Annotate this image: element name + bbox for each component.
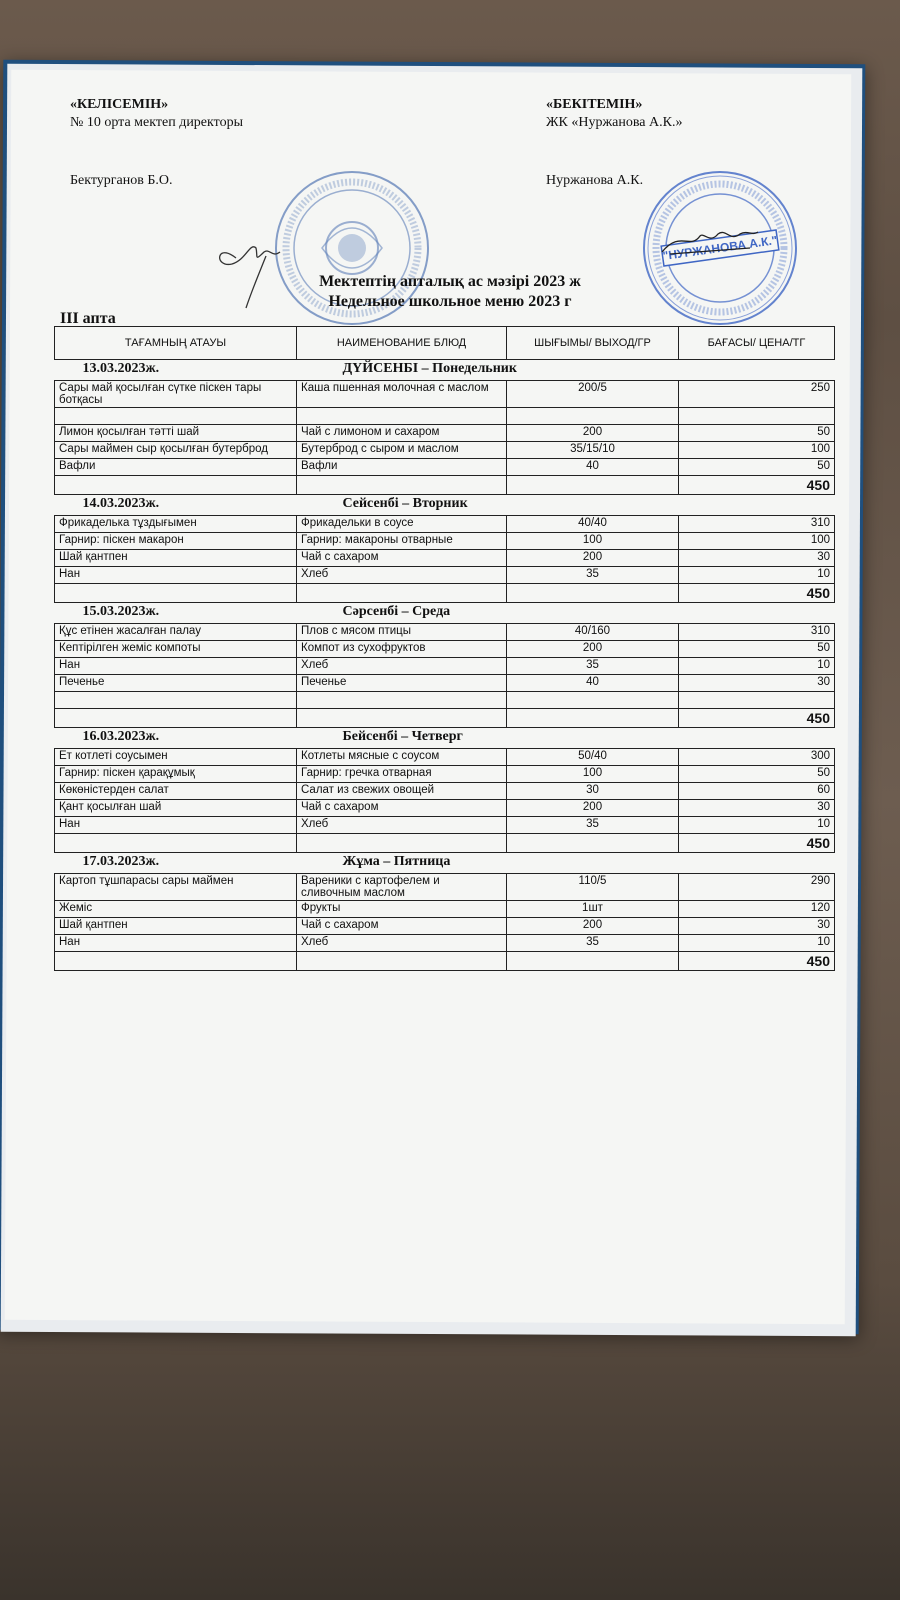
dish-price: 310: [679, 516, 835, 533]
dish-yield: 30: [507, 783, 679, 800]
dish-price: 100: [679, 533, 835, 550]
dish-name-kk: Құс етінен жасалған палау: [55, 624, 297, 641]
menu-item-row: [55, 817, 835, 834]
dish-name-ru: Хлеб: [297, 935, 507, 952]
dish-yield: [507, 692, 679, 709]
dish-name-kk: Шай қантпен: [55, 550, 297, 567]
dish-name-ru: Гарнир: гречка отварная: [297, 766, 507, 783]
dish-name-kk: Гарнир: піскен макарон: [55, 533, 297, 550]
dish-price: 300: [679, 749, 835, 766]
menu-item-row: [55, 624, 835, 641]
day-total-row: [55, 952, 835, 971]
col-header-name-ru: НАИМЕНОВАНИЕ БЛЮД: [297, 327, 507, 360]
approval-left-subtitle: № 10 орта мектеп директоры: [70, 115, 243, 130]
dish-price: 30: [679, 918, 835, 935]
dish-name-ru: Печенье: [297, 675, 507, 692]
dish-name-ru: Вареники с картофелем и сливочным маслом: [297, 874, 507, 901]
dish-name-ru: Фрукты: [297, 901, 507, 918]
dish-name-kk: Картоп тұшпарасы сары маймен: [55, 874, 297, 901]
dish-yield: 100: [507, 533, 679, 550]
dish-yield: 40: [507, 459, 679, 476]
dish-yield: 40/160: [507, 624, 679, 641]
day-total-row: [55, 834, 835, 853]
menu-item-row: [55, 800, 835, 817]
dish-yield: 200: [507, 918, 679, 935]
dish-price: [679, 408, 835, 425]
day-total-row: [55, 709, 835, 728]
dish-name-ru: Салат из свежих овощей: [297, 783, 507, 800]
approval-right-subtitle: ЖК «Нуржанова А.К.»: [546, 115, 683, 130]
dish-yield: 100: [507, 766, 679, 783]
day-total: 450: [679, 834, 835, 853]
menu-item-row: [55, 692, 835, 709]
owner-signature: [660, 222, 760, 262]
day-total-row: [55, 476, 835, 495]
company-seal-text: "НУРЖАНОВА А.К.": [661, 233, 779, 263]
day-header-row: [55, 495, 835, 516]
dish-price: 50: [679, 641, 835, 658]
dish-price: 250: [679, 381, 835, 408]
dish-name-kk: Ет котлеті соусымен: [55, 749, 297, 766]
dish-name-kk: Жеміс: [55, 901, 297, 918]
day-total-row: [55, 584, 835, 603]
dish-price: 30: [679, 550, 835, 567]
dish-yield: 40: [507, 675, 679, 692]
dish-name-kk: Гарнир: піскен қарақұмық: [55, 766, 297, 783]
day-date: 17.03.2023ж.: [82, 854, 160, 869]
approval-right: [546, 96, 682, 190]
dish-yield: 1шт: [507, 901, 679, 918]
dish-name-ru: Хлеб: [297, 658, 507, 675]
menu-item-row: [55, 874, 835, 901]
dish-name-ru: Каша пшенная молочная с маслом: [297, 381, 507, 408]
dish-name-kk: [55, 408, 297, 425]
col-header-yield: ШЫҒЫМЫ/ ВЫХОД/ГР: [507, 327, 679, 360]
dish-yield: 35: [507, 817, 679, 834]
dish-name-ru: Чай с сахаром: [297, 918, 507, 935]
day-date: 15.03.2023ж.: [82, 604, 160, 619]
dish-yield: 200: [507, 425, 679, 442]
week-label: III апта: [60, 310, 116, 327]
dish-price: 30: [679, 800, 835, 817]
dish-name-ru: [297, 692, 507, 709]
day-header-row: [55, 360, 835, 381]
dish-price: 310: [679, 624, 835, 641]
menu-item-row: [55, 918, 835, 935]
dish-yield: 200/5: [507, 381, 679, 408]
dish-name-kk: [55, 692, 297, 709]
menu-item-row: [55, 658, 835, 675]
dish-name-ru: Плов с мясом птицы: [297, 624, 507, 641]
dish-name-kk: Фрикаделька тұздығымен: [55, 516, 297, 533]
menu-item-row: [55, 675, 835, 692]
day-total: 450: [679, 584, 835, 603]
menu-item-row: [55, 766, 835, 783]
dish-name-ru: Компот из сухофруктов: [297, 641, 507, 658]
approval-left-title: «КЕЛІСЕМІН»: [70, 97, 169, 112]
day-header-row: [55, 728, 835, 749]
dish-yield: 35: [507, 935, 679, 952]
document-titles: [0, 272, 900, 312]
title-russian: Недельное школьное меню 2023 г: [328, 293, 572, 310]
menu-item-row: [55, 901, 835, 918]
menu-item-row: [55, 533, 835, 550]
day-total: 450: [679, 476, 835, 495]
approval-left-signer: Бектурганов Б.О.: [70, 173, 173, 188]
dish-name-ru: Фрикадельки в соусе: [297, 516, 507, 533]
day-name: Жұма – Пятница: [342, 854, 451, 869]
day-header-row: [55, 853, 835, 874]
dish-price: 10: [679, 935, 835, 952]
menu-item-row: [55, 935, 835, 952]
dish-name-kk: Нан: [55, 567, 297, 584]
day-total: 450: [679, 709, 835, 728]
day-name: ДҮЙСЕНБІ – Понедельник: [342, 361, 517, 376]
dish-name-ru: [297, 408, 507, 425]
menu-item-row: [55, 459, 835, 476]
dish-price: 100: [679, 442, 835, 459]
day-date: 16.03.2023ж.: [82, 729, 160, 744]
dish-yield: 50/40: [507, 749, 679, 766]
dish-name-kk: Шай қантпен: [55, 918, 297, 935]
dish-name-kk: Нан: [55, 935, 297, 952]
menu-item-row: [55, 567, 835, 584]
dish-name-ru: Хлеб: [297, 567, 507, 584]
dish-yield: 110/5: [507, 874, 679, 901]
dish-yield: [507, 408, 679, 425]
day-header-row: [55, 603, 835, 624]
day-date: 13.03.2023ж.: [82, 361, 160, 376]
dish-price: 60: [679, 783, 835, 800]
approval-left: [70, 96, 243, 190]
day-name: Сәрсенбі – Среда: [342, 604, 451, 619]
dish-yield: 35: [507, 658, 679, 675]
dish-name-kk: Сары май қосылған сүтке піскен тары ботқасы: [55, 381, 297, 408]
menu-item-row: [55, 749, 835, 766]
day-name: Бейсенбі – Четверг: [342, 729, 463, 744]
col-header-price: БАҒАСЫ/ ЦЕНА/ТГ: [679, 327, 835, 360]
dish-name-kk: Вафли: [55, 459, 297, 476]
dish-yield: 200: [507, 641, 679, 658]
dish-price: 10: [679, 658, 835, 675]
dish-price: 290: [679, 874, 835, 901]
menu-item-row: [55, 425, 835, 442]
dish-name-kk: Лимон қосылған тәтті шай: [55, 425, 297, 442]
title-kazakh: Мектептің апталық ас мәзірі 2023 ж: [319, 273, 581, 290]
dish-name-ru: Чай с сахаром: [297, 550, 507, 567]
menu-table: [54, 326, 835, 971]
day-name: Сейсенбі – Вторник: [342, 496, 468, 511]
menu-item-row: [55, 641, 835, 658]
menu-item-row: [55, 516, 835, 533]
dish-price: [679, 692, 835, 709]
menu-item-row: [55, 408, 835, 425]
dish-name-ru: Вафли: [297, 459, 507, 476]
dish-name-ru: Хлеб: [297, 817, 507, 834]
dish-price: 10: [679, 567, 835, 584]
dish-name-kk: Қант қосылған шай: [55, 800, 297, 817]
dish-name-kk: Нан: [55, 658, 297, 675]
table-header-row: [55, 327, 835, 360]
dish-name-kk: Нан: [55, 817, 297, 834]
dish-name-kk: Көкөністерден салат: [55, 783, 297, 800]
day-date: 14.03.2023ж.: [82, 496, 160, 511]
approval-right-signer: Нуржанова А.К.: [546, 173, 644, 188]
dish-yield: 40/40: [507, 516, 679, 533]
dish-name-kk: Сары маймен сыр қосылған бутерброд: [55, 442, 297, 459]
menu-body: [55, 360, 835, 971]
dish-name-kk: Кептірілген жеміс компоты: [55, 641, 297, 658]
dish-price: 50: [679, 425, 835, 442]
dish-price: 50: [679, 766, 835, 783]
menu-item-row: [55, 381, 835, 408]
dish-yield: 35/15/10: [507, 442, 679, 459]
dish-price: 30: [679, 675, 835, 692]
approval-right-title: «БЕКІТЕМІН»: [546, 97, 643, 112]
dish-price: 120: [679, 901, 835, 918]
day-total: 450: [679, 952, 835, 971]
dish-name-ru: Чай с лимоном и сахаром: [297, 425, 507, 442]
dish-yield: 200: [507, 800, 679, 817]
dish-name-ru: Чай с сахаром: [297, 800, 507, 817]
menu-item-row: [55, 550, 835, 567]
dish-yield: 200: [507, 550, 679, 567]
dish-price: 50: [679, 459, 835, 476]
menu-item-row: [55, 783, 835, 800]
dish-price: 10: [679, 817, 835, 834]
dish-name-kk: Печенье: [55, 675, 297, 692]
dish-name-ru: Бутерброд с сыром и маслом: [297, 442, 507, 459]
dish-name-ru: Гарнир: макароны отварные: [297, 533, 507, 550]
dish-name-ru: Котлеты мясные с соусом: [297, 749, 507, 766]
dish-yield: 35: [507, 567, 679, 584]
col-header-name-kk: ТАҒАМНЫҢ АТАУЫ: [55, 327, 297, 360]
menu-item-row: [55, 442, 835, 459]
